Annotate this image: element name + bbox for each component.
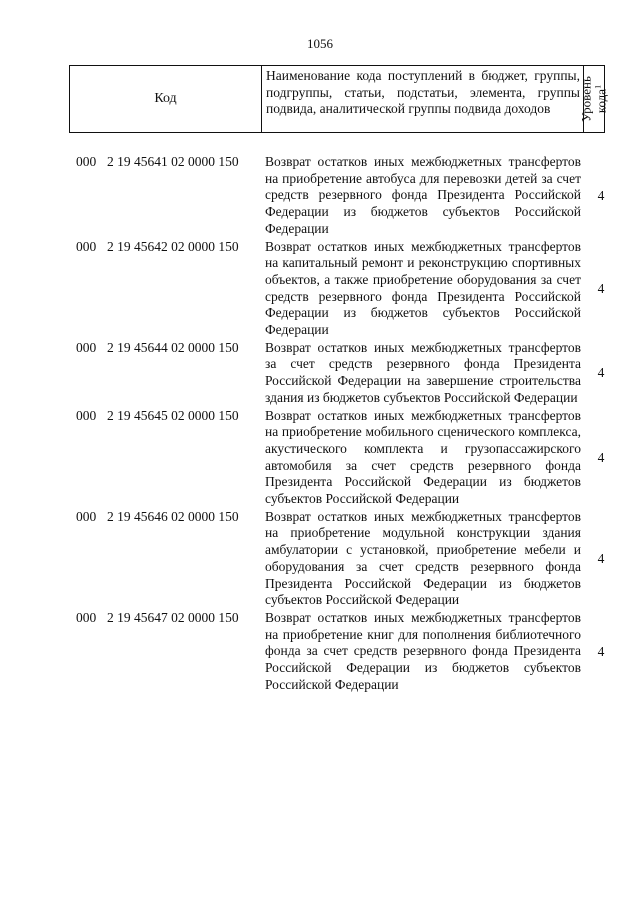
header-level-line1: Уровень	[578, 76, 594, 122]
row-name: Возврат остатков иных межбюджетных трансфертов на приобретение модульной конструкции здания амбулатории с установкой, приобретение мебели и оборудования за счет средств резервного фонда Президента Российской Федерации из бюджетов субъектов Российской Федерации	[265, 508, 581, 608]
row-admin-code: 000	[76, 508, 97, 524]
row-name: Возврат остатков иных межбюджетных трансфертов на приобретение мобильного сценического комплекса, акустического комплекта и грузопассажирского автомобиля за счет средств резервного фонда Президента Российской Федерации из бюджетов субъектов Российской Федерации	[265, 407, 581, 507]
row-level: 4	[597, 550, 605, 566]
table-row	[0, 408, 640, 508]
table-body	[0, 154, 640, 695]
row-code: 2 19 45646 02 0000 150	[107, 508, 239, 524]
row-code: 2 19 45645 02 0000 150	[107, 407, 239, 423]
row-name: Возврат остатков иных межбюджетных трансфертов за счет средств резервного фонда Президента Российской Федерации на завершение строительства здания из бюджетов субъектов Российской Федерации	[265, 339, 581, 405]
row-code: 2 19 45641 02 0000 150	[107, 154, 239, 169]
row-admin-code: 000	[76, 407, 97, 423]
header-level-line2: кода$^1$	[593, 84, 609, 114]
row-admin-code: 000	[76, 339, 97, 355]
table-row	[0, 610, 640, 694]
row-admin-code: 000	[76, 609, 97, 625]
table-row	[0, 154, 640, 238]
row-code: 2 19 45642 02 0000 150	[107, 238, 239, 254]
header-level	[578, 66, 609, 132]
row-level: 4	[597, 365, 605, 381]
page-number: 1056	[307, 36, 333, 51]
row-level: 4	[597, 449, 605, 465]
row-level: 4	[597, 280, 605, 296]
row-admin-code: 000	[76, 238, 97, 254]
header-name: Наименование кода поступлений в бюджет, группы, подгруппы, статьи, подстатьи, элемента, группы подвида, аналитической группы подвида доходов	[262, 66, 584, 132]
row-code: 2 19 45644 02 0000 150	[107, 339, 239, 355]
row-code: 2 19 45647 02 0000 150	[107, 609, 239, 625]
table-row	[0, 239, 640, 339]
table-row	[0, 340, 640, 407]
row-admin-code: 000	[76, 154, 97, 169]
row-name: Возврат остатков иных межбюджетных трансфертов на капитальный ремонт и реконструкцию спортивных объектов, а также приобретение оборудования за счет средств резервного фонда Президента Российской Федерации из бюджетов субъектов Российской Федерации	[265, 238, 581, 338]
header-code: Код	[70, 66, 262, 132]
row-name: Возврат остатков иных межбюджетных трансфертов на приобретение автобуса для перевозки детей за счет средств резервного фонда Президента Российской Федерации из бюджетов субъектов Российской Федерации	[265, 154, 581, 236]
table-row	[0, 509, 640, 609]
row-level: 4	[597, 187, 605, 203]
row-name: Возврат остатков иных межбюджетных трансфертов на приобретение книг для пополнения библиотечного фонда за счет средств резервного фонда Президента Российской Федерации из бюджетов субъектов Российской Федерации	[265, 609, 581, 692]
row-level: 4	[597, 643, 605, 659]
header-level-footnote: 1	[593, 84, 603, 89]
table-header	[69, 65, 609, 133]
